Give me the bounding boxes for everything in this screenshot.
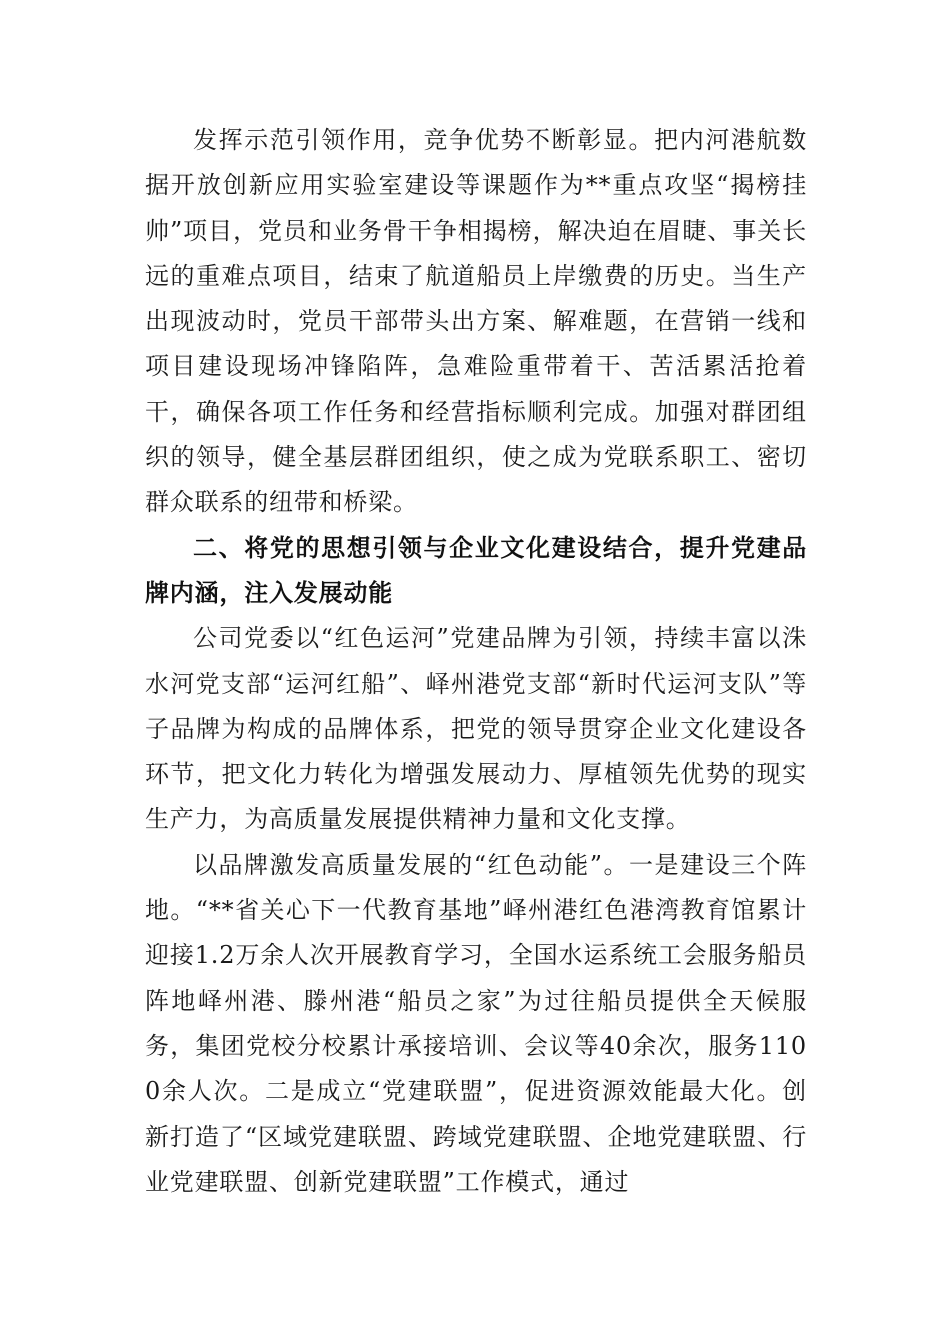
paragraph-red-canal-brand: 公司党委以“红色运河”党建品牌为引领，持续丰富以洙水河党支部“运河红船”、峄州港党支部“新时代运河支队”等子品牌为构成的品牌体系，把党的领导贯穿企业文化建设各环节，把文化力转化为增强发展动力、厚植领先优势的现实生产力，为高质量发展提供精神力量和文化支撑。 bbox=[145, 624, 807, 834]
section-heading-two: 二、将党的思想引领与企业文化建设结合，提升党建品牌内涵，注入发展动能 bbox=[145, 533, 807, 607]
document-body bbox=[145, 118, 807, 1205]
paragraph-red-momentum: 以品牌激发高质量发展的“红色动能”。一是建设三个阵地。“**省关心下一代教育基地”峄州港红色港湾教育馆累计迎接1.2万余人次开展教育学习，全国水运系统工会服务船员阵地峄州港、滕州港“船员之家”为过往船员提供全天候服务，集团党校分校累计承接培训、会议等40余次，服务1100余人次。二是成立“党建联盟”，促进资源效能最大化。创新打造了“区域党建联盟、跨域党建联盟、企地党建联盟、行业党建联盟、创新党建联盟”工作模式，通过 bbox=[145, 850, 807, 1196]
paragraph-demonstration-role: 发挥示范引领作用，竞争优势不断彰显。把内河港航数据开放创新应用实验室建设等课题作为**重点攻坚“揭榜挂帅”项目，党员和业务骨干争相揭榜，解决迫在眉睫、事关长远的重难点项目，结束了航道船员上岸缴费的历史。当生产出现波动时，党员干部带头出方案、解难题，在营销一线和项目建设现场冲锋陷阵，急难险重带着干、苦活累活抢着干，确保各项工作任务和经营指标顺利完成。加强对群团组织的领导，健全基层群团组织，使之成为党联系职工、密切群众联系的纽带和桥梁。 bbox=[145, 126, 807, 517]
